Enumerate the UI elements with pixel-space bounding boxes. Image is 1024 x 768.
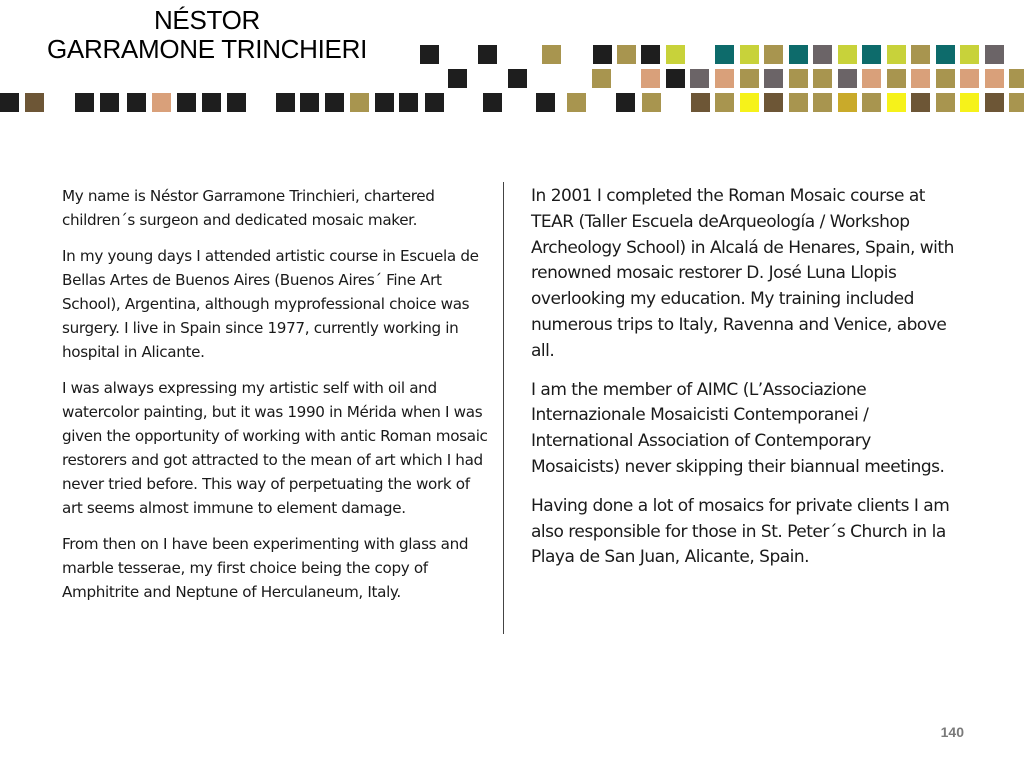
mosaic-tile	[300, 93, 319, 112]
mosaic-tile	[740, 69, 759, 88]
page-number: 140	[940, 724, 964, 740]
right-paragraph-1: In 2001 I completed the Roman Mosaic course at TEAR (Taller Escuela deArqueología / Workshop Archeology School) in Alcalá de Henares, Spain, with renowned mosaic restorer D. José Luna Llopis overlooking my education. My training included numerous trips to Italy, Ravenna and Venice, above all.	[531, 186, 954, 361]
mosaic-tile	[616, 93, 635, 112]
mosaic-tile	[542, 45, 561, 64]
mosaic-tile	[789, 69, 808, 88]
mosaic-tile	[641, 69, 660, 88]
mosaic-tile	[227, 93, 246, 112]
mosaic-tile	[617, 45, 636, 64]
mosaic-tile	[813, 69, 832, 88]
mosaic-tile	[764, 45, 783, 64]
right-paragraph-3: Having done a lot of mosaics for private clients I am also responsible for those in St. Peter´s Church in la Playa de San Juan, Alicante, Spain.	[531, 495, 950, 568]
mosaic-tile	[715, 45, 734, 64]
mosaic-tile	[764, 69, 783, 88]
mosaic-tile	[838, 45, 857, 64]
left-paragraph-3: I was always expressing my artistic self with oil and watercolor painting, but it was 1990 in Mérida when I was given the opportunity of working with antic Roman mosaic restorers and got attracted to the mean of art which I had never tried before. This way of perpetuating the work of art seems almost immune to element damage.	[62, 379, 488, 517]
mosaic-tile	[508, 69, 527, 88]
mosaic-tile	[862, 45, 881, 64]
mosaic-tile	[985, 93, 1004, 112]
mosaic-tile	[887, 69, 906, 88]
mosaic-tile	[911, 45, 930, 64]
mosaic-tile-banner	[0, 0, 1024, 120]
mosaic-tile	[838, 69, 857, 88]
left-paragraph-2: In my young days I attended artistic course in Escuela de Bellas Artes de Buenos Aires (Buenos Aires´ Fine Art School), Argentina, although myprofessional choice was surgery. I live in Spain since 1977, currently working in hospital in Alicante.	[62, 247, 479, 361]
mosaic-tile	[715, 93, 734, 112]
left-paragraph-1: My name is Néstor Garramone Trinchieri, chartered children´s surgeon and dedicated mosaic maker.	[62, 187, 435, 229]
mosaic-tile	[666, 45, 685, 64]
mosaic-tile	[483, 93, 502, 112]
mosaic-tile	[399, 93, 418, 112]
right-paragraph-2: I am the member of AIMC (L’Associazione Internazionale Mosaicisti Contemporanei / International Association of Contemporary Mosaicists) never skipping their biannual meetings.	[531, 379, 945, 477]
title-line-2: GARRAMONE TRINCHIERI	[47, 34, 367, 64]
mosaic-tile	[152, 93, 171, 112]
mosaic-tile	[478, 45, 497, 64]
mosaic-tile	[960, 45, 979, 64]
mosaic-tile	[740, 93, 759, 112]
mosaic-tile	[641, 45, 660, 64]
mosaic-tile	[276, 93, 295, 112]
title-line-1: NÉSTOR	[153, 5, 261, 35]
mosaic-tile	[911, 69, 930, 88]
mosaic-tile	[1009, 93, 1024, 112]
mosaic-tile	[75, 93, 94, 112]
mosaic-tile	[789, 45, 808, 64]
mosaic-tile	[690, 69, 709, 88]
mosaic-tile	[420, 45, 439, 64]
mosaic-tile	[0, 93, 19, 112]
mosaic-tile	[536, 93, 555, 112]
mosaic-tile	[936, 45, 955, 64]
mosaic-tile	[715, 69, 734, 88]
mosaic-tile	[862, 93, 881, 112]
mosaic-tile	[936, 69, 955, 88]
mosaic-tile	[100, 93, 119, 112]
mosaic-tile	[911, 93, 930, 112]
mosaic-tile	[691, 93, 710, 112]
mosaic-tile	[666, 69, 685, 88]
mosaic-tile	[960, 69, 979, 88]
mosaic-tile	[642, 93, 661, 112]
mosaic-tile	[985, 69, 1004, 88]
mosaic-tile	[789, 93, 808, 112]
mosaic-tile	[448, 69, 467, 88]
right-text-column	[531, 184, 963, 584]
mosaic-tile	[813, 45, 832, 64]
mosaic-tile	[764, 93, 783, 112]
left-text-column	[62, 184, 494, 616]
mosaic-tile	[25, 93, 44, 112]
mosaic-tile	[202, 93, 221, 112]
mosaic-tile	[567, 93, 586, 112]
mosaic-tile	[985, 45, 1004, 64]
mosaic-tile	[127, 93, 146, 112]
mosaic-tile	[350, 93, 369, 112]
column-divider	[503, 182, 504, 634]
left-paragraph-4: From then on I have been experimenting with glass and marble tesserae, my first choice being the copy of Amphitrite and Neptune of Herculaneum, Italy.	[62, 535, 469, 601]
mosaic-tile	[936, 93, 955, 112]
mosaic-tile	[592, 69, 611, 88]
mosaic-tile	[177, 93, 196, 112]
mosaic-tile	[887, 93, 906, 112]
mosaic-tile	[838, 93, 857, 112]
mosaic-tile	[375, 93, 394, 112]
mosaic-tile	[960, 93, 979, 112]
mosaic-tile	[425, 93, 444, 112]
mosaic-tile	[1009, 69, 1024, 88]
mosaic-tile	[813, 93, 832, 112]
mosaic-tile	[593, 45, 612, 64]
mosaic-tile	[887, 45, 906, 64]
mosaic-tile	[325, 93, 344, 112]
mosaic-tile	[740, 45, 759, 64]
mosaic-tile	[862, 69, 881, 88]
